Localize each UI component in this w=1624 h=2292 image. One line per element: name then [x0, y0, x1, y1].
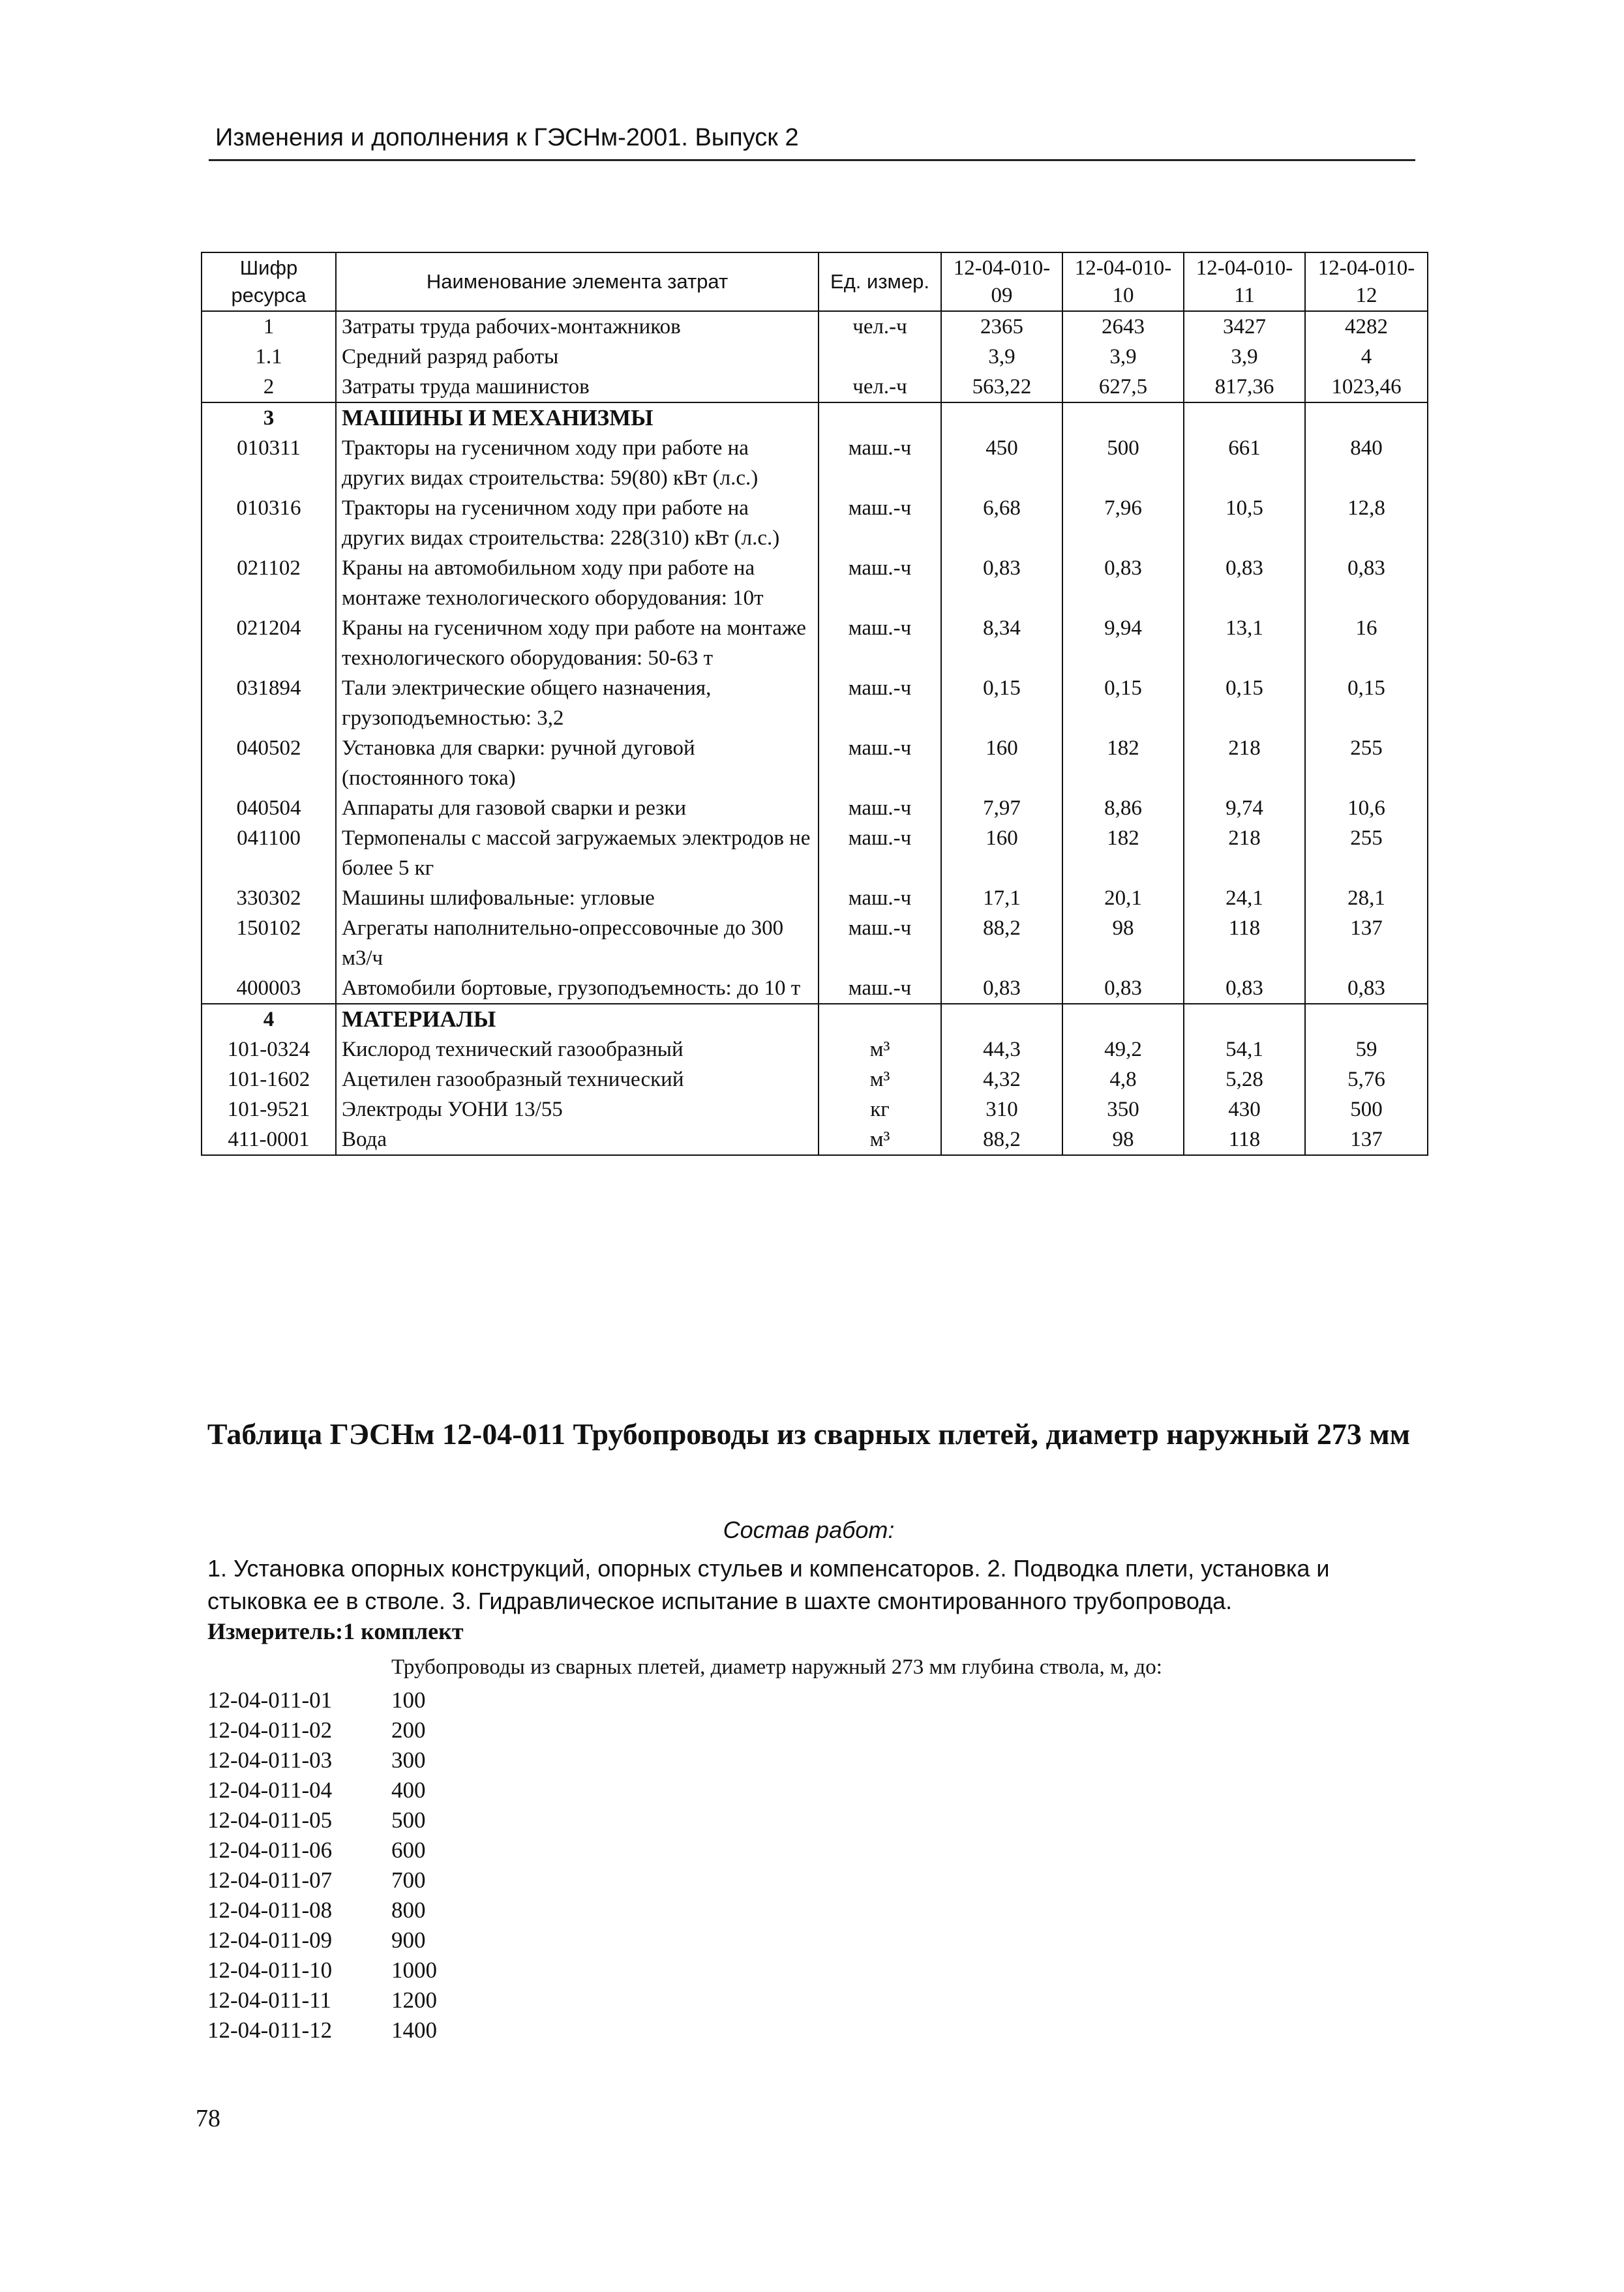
resource-name: Агрегаты наполнительно-опрессовочные до 300 м3/ч	[336, 913, 819, 973]
variant-code: 12-04-011-12	[207, 2017, 333, 2043]
table-row	[202, 913, 1428, 973]
variant-code: 12-04-011-09	[207, 1927, 333, 1953]
value-cell: 661	[1184, 433, 1305, 493]
variant-depth: 600	[391, 1837, 426, 1863]
value-cell: 20,1	[1062, 883, 1184, 913]
unit-cell: чел.-ч	[819, 372, 941, 402]
value-cell: 4282	[1305, 311, 1428, 342]
table-header-row	[202, 252, 1428, 311]
value-cell: 7,97	[941, 793, 1062, 823]
variant-depth: 1400	[391, 2017, 437, 2043]
table-row	[202, 433, 1428, 493]
variant-row	[207, 1835, 437, 1865]
variant-row	[207, 1895, 437, 1925]
value-cell: 0,83	[1062, 973, 1184, 1004]
meter-label: Измеритель:1 комплект	[207, 1618, 464, 1644]
variant-row	[207, 1865, 437, 1895]
resource-code: 1	[202, 311, 336, 342]
value-cell: 137	[1305, 1124, 1428, 1155]
value-cell: 16	[1305, 613, 1428, 673]
table-row	[202, 553, 1428, 613]
resource-name: Тали электрические общего назначения, грузоподъемностью: 3,2	[336, 673, 819, 733]
resource-code: 400003	[202, 973, 336, 1004]
value-cell: 28,1	[1305, 883, 1428, 913]
variant-code: 12-04-011-08	[207, 1897, 333, 1923]
unit-cell: м³	[819, 1124, 941, 1155]
value-cell: 0,83	[941, 553, 1062, 613]
value-cell: 7,96	[1062, 493, 1184, 553]
table-row	[202, 311, 1428, 342]
value-cell	[1062, 402, 1184, 433]
variant-code: 12-04-011-03	[207, 1747, 333, 1773]
value-cell: 3,9	[1184, 342, 1305, 372]
value-cell: 59	[1305, 1034, 1428, 1064]
table-row	[202, 1034, 1428, 1064]
resource-name: Электроды УОНИ 13/55	[336, 1094, 819, 1124]
resource-code: 041100	[202, 823, 336, 883]
table-row	[202, 733, 1428, 793]
resource-code: 021102	[202, 553, 336, 613]
value-cell: 13,1	[1184, 613, 1305, 673]
value-cell: 118	[1184, 1124, 1305, 1155]
variant-depth: 900	[391, 1927, 426, 1953]
unit-cell: маш.-ч	[819, 433, 941, 493]
variant-depth: 100	[391, 1687, 426, 1713]
unit-cell: м³	[819, 1034, 941, 1064]
variant-depth: 1200	[391, 1987, 437, 2013]
value-cell: 44,3	[941, 1034, 1062, 1064]
unit-cell: маш.-ч	[819, 913, 941, 973]
value-cell: 2365	[941, 311, 1062, 342]
value-cell: 5,76	[1305, 1064, 1428, 1094]
unit-cell: маш.-ч	[819, 613, 941, 673]
resource-name: Затраты труда машинистов	[336, 372, 819, 402]
table-row	[202, 493, 1428, 553]
unit-cell: кг	[819, 1094, 941, 1124]
col-header-variant-3: 12-04-010-11	[1184, 252, 1305, 311]
value-cell: 8,34	[941, 613, 1062, 673]
variant-row	[207, 1715, 437, 1745]
value-cell: 0,83	[1062, 553, 1184, 613]
unit-cell	[819, 342, 941, 372]
resource-code: 021204	[202, 613, 336, 673]
value-cell: 182	[1062, 733, 1184, 793]
resource-code: 2	[202, 372, 336, 402]
variant-row	[207, 2015, 437, 2045]
value-cell: 450	[941, 433, 1062, 493]
col-header-variant-2: 12-04-010-10	[1062, 252, 1184, 311]
value-cell: 3,9	[941, 342, 1062, 372]
value-cell: 0,15	[941, 673, 1062, 733]
value-cell: 182	[1062, 823, 1184, 883]
table-row	[202, 1094, 1428, 1124]
variant-list	[207, 1685, 437, 2045]
variant-depth: 300	[391, 1747, 426, 1773]
value-cell: 0,15	[1062, 673, 1184, 733]
value-cell: 98	[1062, 913, 1184, 973]
resource-code: 031894	[202, 673, 336, 733]
resource-code: 411-0001	[202, 1124, 336, 1155]
unit-cell: маш.-ч	[819, 793, 941, 823]
value-cell	[1305, 402, 1428, 433]
value-cell: 10,6	[1305, 793, 1428, 823]
table-row	[202, 342, 1428, 372]
table-row	[202, 372, 1428, 402]
resource-code: 150102	[202, 913, 336, 973]
variant-depth: 500	[391, 1807, 426, 1833]
resource-name: Кислород технический газообразный	[336, 1034, 819, 1064]
resource-name: Краны на автомобильном ходу при работе на монтаже технологического оборудования: 10т	[336, 553, 819, 613]
unit-cell: маш.-ч	[819, 493, 941, 553]
variant-row	[207, 1925, 437, 1955]
value-cell: 627,5	[1062, 372, 1184, 402]
resource-code: 010311	[202, 433, 336, 493]
value-cell: 4	[1305, 342, 1428, 372]
value-cell: 10,5	[1184, 493, 1305, 553]
resource-name: Аппараты для газовой сварки и резки	[336, 793, 819, 823]
value-cell: 0,83	[941, 973, 1062, 1004]
resource-name: Вода	[336, 1124, 819, 1155]
variant-row	[207, 1685, 437, 1715]
value-cell: 17,1	[941, 883, 1062, 913]
resource-name: МАТЕРИАЛЫ	[336, 1004, 819, 1034]
value-cell: 0,15	[1305, 673, 1428, 733]
composition-heading: Состав работ:	[723, 1516, 895, 1543]
value-cell: 0,83	[1184, 973, 1305, 1004]
variant-row	[207, 1805, 437, 1835]
header-divider	[209, 159, 1415, 161]
value-cell: 500	[1305, 1094, 1428, 1124]
unit-cell: маш.-ч	[819, 823, 941, 883]
table-row	[202, 973, 1428, 1004]
table-row	[202, 883, 1428, 913]
value-cell: 2643	[1062, 311, 1184, 342]
variant-row	[207, 1955, 437, 1985]
variant-heading: Трубопроводы из сварных плетей, диаметр наружный 273 мм глубина ствола, м, до:	[391, 1655, 1162, 1679]
unit-cell: маш.-ч	[819, 883, 941, 913]
resource-name: Ацетилен газообразный технический	[336, 1064, 819, 1094]
unit-cell: маш.-ч	[819, 973, 941, 1004]
variant-depth: 1000	[391, 1957, 437, 1983]
resource-code: 040502	[202, 733, 336, 793]
value-cell: 24,1	[1184, 883, 1305, 913]
value-cell: 840	[1305, 433, 1428, 493]
value-cell: 0,83	[1184, 553, 1305, 613]
value-cell: 4,8	[1062, 1064, 1184, 1094]
resource-name: Краны на гусеничном ходу при работе на монтаже технологического оборудования: 50-63 т	[336, 613, 819, 673]
resource-code: 4	[202, 1004, 336, 1034]
value-cell: 500	[1062, 433, 1184, 493]
value-cell: 88,2	[941, 1124, 1062, 1155]
section-title: Таблица ГЭСНм 12-04-011 Трубопроводы из сварных плетей, диаметр наружный 273 мм	[207, 1417, 1411, 1451]
table-row	[202, 823, 1428, 883]
variant-code: 12-04-011-02	[207, 1717, 333, 1743]
variant-depth: 700	[391, 1867, 426, 1893]
col-header-code: Шифр ресурса	[202, 252, 336, 311]
page-number: 78	[196, 2105, 220, 2132]
variant-code: 12-04-011-07	[207, 1867, 333, 1893]
value-cell: 98	[1062, 1124, 1184, 1155]
value-cell: 5,28	[1184, 1064, 1305, 1094]
variant-code: 12-04-011-04	[207, 1777, 333, 1803]
table-row	[202, 793, 1428, 823]
table-row	[202, 402, 1428, 433]
value-cell	[941, 402, 1062, 433]
variant-code: 12-04-011-06	[207, 1837, 333, 1863]
resource-name: Автомобили бортовые, грузоподъемность: до 10 т	[336, 973, 819, 1004]
value-cell: 9,94	[1062, 613, 1184, 673]
variant-code: 12-04-011-05	[207, 1807, 333, 1833]
col-header-variant-4: 12-04-010-12	[1305, 252, 1428, 311]
value-cell: 160	[941, 733, 1062, 793]
value-cell: 118	[1184, 913, 1305, 973]
value-cell: 3,9	[1062, 342, 1184, 372]
variant-row	[207, 1745, 437, 1775]
unit-cell: маш.-ч	[819, 553, 941, 613]
resource-code: 040504	[202, 793, 336, 823]
value-cell: 137	[1305, 913, 1428, 973]
table-row	[202, 1004, 1428, 1034]
resource-name: Машины шлифовальные: угловые	[336, 883, 819, 913]
value-cell: 817,36	[1184, 372, 1305, 402]
variant-code: 12-04-011-10	[207, 1957, 333, 1983]
variant-depth: 800	[391, 1897, 426, 1923]
value-cell	[1305, 1004, 1428, 1034]
running-header: Изменения и дополнения к ГЭСНм-2001. Выпуск 2	[215, 124, 799, 151]
variant-depth: 200	[391, 1717, 426, 1743]
value-cell	[941, 1004, 1062, 1034]
variant-row	[207, 1775, 437, 1805]
unit-cell	[819, 1004, 941, 1034]
variant-code: 12-04-011-11	[207, 1987, 331, 2013]
variant-code: 12-04-011-01	[207, 1687, 333, 1713]
resource-name: Тракторы на гусеничном ходу при работе на других видах строительства: 59(80) кВт (л.с.)	[336, 433, 819, 493]
table-row	[202, 1064, 1428, 1094]
unit-cell: маш.-ч	[819, 673, 941, 733]
value-cell: 9,74	[1184, 793, 1305, 823]
variant-row	[207, 1985, 437, 2015]
value-cell: 430	[1184, 1094, 1305, 1124]
value-cell: 54,1	[1184, 1034, 1305, 1064]
value-cell: 160	[941, 823, 1062, 883]
value-cell: 255	[1305, 733, 1428, 793]
value-cell: 4,32	[941, 1064, 1062, 1094]
resource-name: Тракторы на гусеничном ходу при работе на других видах строительства: 228(310) кВт (л.с.)	[336, 493, 819, 553]
table-row	[202, 1124, 1428, 1155]
value-cell: 350	[1062, 1094, 1184, 1124]
resource-cost-table	[201, 252, 1428, 1156]
composition-text: 1. Установка опорных конструкций, опорных стульев и компенсаторов. 2. Подводка плети, установка и стыковка ее в стволе. 3. Гидравлическое испытание в шахте смонтированного трубопровода.	[207, 1555, 1330, 1614]
value-cell: 49,2	[1062, 1034, 1184, 1064]
resource-name: Термопеналы с массой загружаемых электродов не более 5 кг	[336, 823, 819, 883]
table-row	[202, 673, 1428, 733]
value-cell: 3427	[1184, 311, 1305, 342]
value-cell: 12,8	[1305, 493, 1428, 553]
resource-code: 101-9521	[202, 1094, 336, 1124]
resource-code: 101-0324	[202, 1034, 336, 1064]
resource-name: Средний разряд работы	[336, 342, 819, 372]
value-cell: 0,83	[1305, 553, 1428, 613]
value-cell	[1184, 402, 1305, 433]
unit-cell	[819, 402, 941, 433]
value-cell	[1184, 1004, 1305, 1034]
value-cell: 0,15	[1184, 673, 1305, 733]
value-cell: 563,22	[941, 372, 1062, 402]
value-cell: 310	[941, 1094, 1062, 1124]
resource-name: Затраты труда рабочих-монтажников	[336, 311, 819, 342]
resource-code: 101-1602	[202, 1064, 336, 1094]
value-cell: 88,2	[941, 913, 1062, 973]
col-header-unit: Ед. измер.	[819, 252, 941, 311]
value-cell: 6,68	[941, 493, 1062, 553]
value-cell: 218	[1184, 823, 1305, 883]
value-cell: 1023,46	[1305, 372, 1428, 402]
unit-cell: маш.-ч	[819, 733, 941, 793]
table-body	[202, 311, 1428, 1155]
resource-code: 3	[202, 402, 336, 433]
col-header-name: Наименование элемента затрат	[336, 252, 819, 311]
resource-code: 330302	[202, 883, 336, 913]
value-cell: 8,86	[1062, 793, 1184, 823]
resource-name: МАШИНЫ И МЕХАНИЗМЫ	[336, 402, 819, 433]
value-cell: 0,83	[1305, 973, 1428, 1004]
variant-depth: 400	[391, 1777, 426, 1803]
table-row	[202, 613, 1428, 673]
col-header-variant-1: 12-04-010-09	[941, 252, 1062, 311]
unit-cell: чел.-ч	[819, 311, 941, 342]
resource-code: 010316	[202, 493, 336, 553]
value-cell: 255	[1305, 823, 1428, 883]
unit-cell: м³	[819, 1064, 941, 1094]
value-cell	[1062, 1004, 1184, 1034]
value-cell: 218	[1184, 733, 1305, 793]
resource-name: Установка для сварки: ручной дуговой (постоянного тока)	[336, 733, 819, 793]
resource-code: 1.1	[202, 342, 336, 372]
